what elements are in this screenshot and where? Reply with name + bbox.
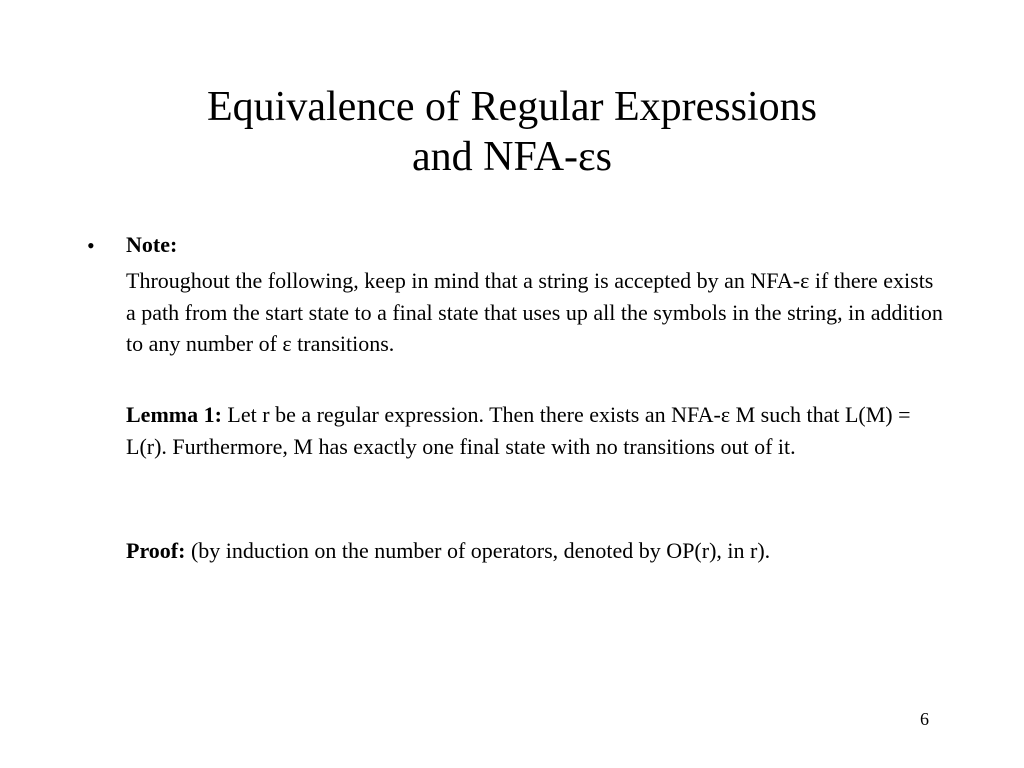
page-number: 6	[920, 709, 929, 729]
slide-title	[0, 82, 1024, 182]
slide-title-line-1: Equivalence of Regular Expressions	[207, 84, 817, 130]
slide-title-line-2: and NFA-εs	[411, 134, 612, 180]
proof-paragraph	[126, 535, 946, 567]
proof-label: Proof:	[126, 538, 186, 563]
lemma-label: Lemma 1:	[126, 402, 222, 427]
note-paragraph: Throughout the following, keep in mind that a string is accepted by an NFA-ε if there exists a path from the start state to a final state that uses up all the symbols in the string, in addition to any number of ε transitions.	[126, 268, 943, 356]
lemma-paragraph	[126, 399, 946, 462]
note-heading: Note:	[126, 232, 178, 257]
proof-text: (by induction on the number of operators, denoted by OP(r), in r).	[185, 538, 771, 563]
lemma-text: Let r be a regular expression. Then there exists an NFA-ε M such that L(M) = L(r). Furthermore, M has exactly one final state with no transitions out of it.	[126, 402, 911, 459]
bullet-marker: •	[87, 233, 95, 258]
